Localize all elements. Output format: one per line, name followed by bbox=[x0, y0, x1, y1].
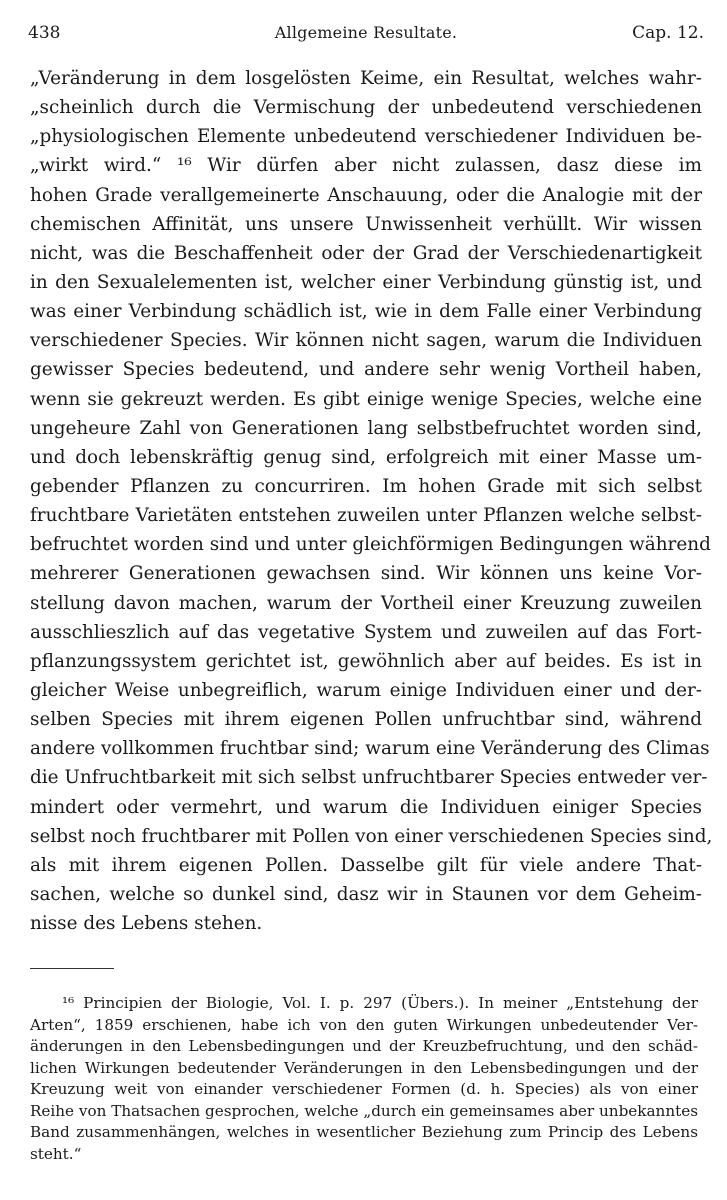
text-line: pflanzungssystem gerichtet ist, gewöhnlich aber auf beides. Es ist in bbox=[30, 650, 702, 672]
text-line: als mit ihrem eigenen Pollen. Dasselbe gilt für viele andere That- bbox=[30, 854, 702, 876]
text-line: mindert oder vermehrt, und warum die Individuen einiger Species bbox=[30, 796, 702, 818]
text-line: befruchtet worden sind und unter gleichförmigen Bedingungen während bbox=[30, 534, 711, 556]
footnote-line: ¹⁶ Principien der Biologie, Vol. I. p. 297 (Übers.). In meiner „Entstehung der bbox=[62, 994, 698, 1012]
text-line: gebender Pflanzen zu concurriren. Im hohen Grade mit sich selbst bbox=[30, 475, 702, 497]
running-head bbox=[28, 20, 704, 46]
text-line: nisse des Lebens stehen. bbox=[30, 913, 263, 935]
footnote-line: Band zusammenhängen, welches in wesentlicher Beziehung zum Princip des Lebens bbox=[30, 1123, 698, 1141]
text-line: ausschlieszlich auf das vegetative System und zuweilen auf das Fort- bbox=[30, 621, 702, 643]
text-line: gleicher Weise unbegreiflich, warum einige Individuen einer und der- bbox=[30, 679, 702, 701]
footnote-line: änderungen in den Lebensbedingungen und der Kreuzbefruchtung, und den schäd- bbox=[30, 1037, 698, 1055]
text-line: „wirkt wird.“ ¹⁶ Wir dürfen aber nicht zulassen, dasz diese im bbox=[30, 155, 702, 177]
text-line: die Unfruchtbarkeit mit sich selbst unfruchtbarer Species entweder ver- bbox=[30, 767, 708, 789]
text-line: wenn sie gekreuzt werden. Es gibt einige wenige Species, welche eine bbox=[30, 388, 702, 410]
text-line: nicht, was die Beschaffenheit oder der Grad der Verschiedenartigkeit bbox=[30, 242, 702, 264]
text-line: was einer Verbindung schädlich ist, wie in dem Falle einer Verbindung bbox=[30, 301, 702, 323]
text-line: gewisser Species bedeutend, und andere sehr wenig Vortheil haben, bbox=[30, 359, 702, 381]
text-line: selben Species mit ihrem eigenen Pollen unfruchtbar sind, während bbox=[30, 709, 702, 731]
main-paragraph bbox=[30, 64, 713, 938]
footnote-divider bbox=[30, 968, 114, 969]
footnote-16 bbox=[30, 993, 698, 1165]
text-line: „Veränderung in dem losgelösten Keime, ein Resultat, welches wahr- bbox=[30, 68, 702, 89]
text-line: „scheinlich durch die Vermischung der unbedeutend verschiedenen bbox=[30, 97, 702, 119]
text-line: mehrerer Generationen gewachsen sind. Wir können uns keine Vor- bbox=[30, 563, 702, 585]
footnote-line: Kreuzung weit von einander verschiedener Formen (d. h. Species) als von einer bbox=[30, 1080, 698, 1098]
text-line: verschiedener Species. Wir können nicht sagen, warum die Individuen bbox=[30, 330, 702, 352]
footnote-line: lichen Wirkungen bedeutender Veränderungen in den Lebensbedingungen und der bbox=[30, 1058, 698, 1077]
chapter-label: Cap. 12. bbox=[632, 23, 704, 43]
footnote-line: Reihe von Thatsachen gesprochen, welche „durch ein gemeinsames aber unbekanntes bbox=[30, 1101, 698, 1120]
page-number: 438 bbox=[28, 23, 61, 43]
footnote-line: Arten“, 1859 erschienen, habe ich von den guten Wirkungen unbedeutender Ver- bbox=[30, 1015, 698, 1034]
text-line: stellung davon machen, warum der Vortheil einer Kreuzung zuweilen bbox=[30, 592, 702, 614]
text-line: hohen Grade verallgemeinerte Anschauung, oder die Analogie mit der bbox=[30, 184, 702, 206]
text-line: ungeheure Zahl von Generationen lang selbstbefruchtet worden sind, bbox=[30, 417, 702, 439]
text-line: andere vollkommen fruchtbar sind; warum eine Veränderung des Climas bbox=[30, 738, 710, 760]
text-line: in den Sexualelementen ist, welcher einer Verbindung günstig ist, und bbox=[30, 271, 702, 293]
section-title: Allgemeine Resultate. bbox=[274, 23, 458, 42]
footnote-line: steht.“ bbox=[30, 1144, 82, 1163]
text-line: selbst noch fruchtbarer mit Pollen von einer verschiedenen Species sind, bbox=[30, 825, 713, 847]
text-line: fruchtbare Varietäten entstehen zuweilen unter Pflanzen welche selbst- bbox=[30, 505, 702, 527]
text-line: „physiologischen Elemente unbedeutend verschiedener Individuen be- bbox=[30, 126, 702, 148]
text-line: chemischen Affinität, uns unsere Unwissenheit verhüllt. Wir wissen bbox=[30, 213, 702, 235]
text-line: sachen, welche so dunkel sind, dasz wir in Staunen vor dem Geheim- bbox=[30, 883, 702, 905]
text-line: und doch lebenskräftig genug sind, erfolgreich mit einer Masse um- bbox=[30, 446, 702, 468]
